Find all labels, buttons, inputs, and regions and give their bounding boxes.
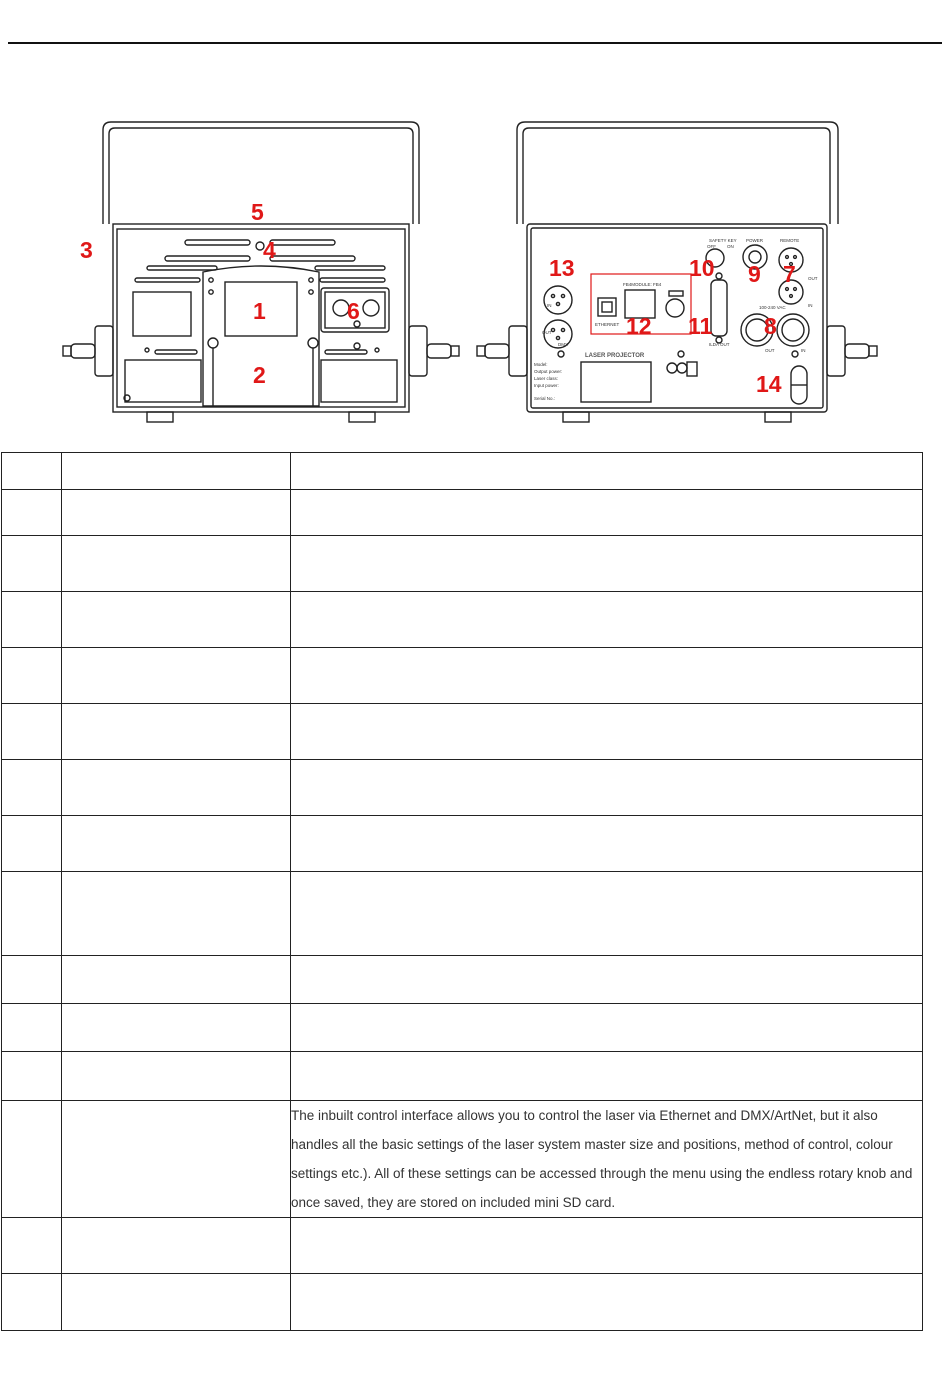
item-description bbox=[291, 490, 923, 536]
table-row bbox=[2, 1218, 923, 1274]
item-number bbox=[2, 872, 62, 956]
callout-13: 13 bbox=[549, 255, 575, 281]
item-description bbox=[291, 453, 923, 490]
front-view-diagram bbox=[55, 110, 475, 435]
label-mains-in: IN bbox=[801, 348, 806, 353]
item-name bbox=[62, 760, 291, 816]
label-dmx-in: IN bbox=[547, 303, 552, 308]
item-number bbox=[2, 1101, 62, 1218]
label-dmx: DMX bbox=[558, 342, 568, 347]
label-dmx-out: OUT bbox=[542, 330, 552, 335]
item-number bbox=[2, 760, 62, 816]
item-description bbox=[291, 1218, 923, 1274]
label-laser-class: Laser class: bbox=[534, 376, 559, 381]
item-number bbox=[2, 816, 62, 872]
item-description: The inbuilt control interface allows you to control the laser via Ethernet and DMX/ArtNet, but it also handles all the basic settings of the laser system master size and positions, method of control, colour settings etc.). All of these settings can be accessed through the menu using the endless rotary knob and once saved, they are stored on included mini SD card. bbox=[291, 1101, 923, 1218]
component-table bbox=[1, 452, 923, 1331]
table-row bbox=[2, 956, 923, 1004]
item-name bbox=[62, 1274, 291, 1331]
callout-5: 5 bbox=[251, 199, 264, 225]
item-number bbox=[2, 1004, 62, 1052]
table-row bbox=[2, 1004, 923, 1052]
table-row bbox=[2, 453, 923, 490]
item-name bbox=[62, 1101, 291, 1218]
callout-4: 4 bbox=[263, 237, 276, 263]
label-output-power: Output power: bbox=[534, 369, 563, 374]
callout-7: 7 bbox=[783, 261, 796, 287]
item-number bbox=[2, 956, 62, 1004]
label-remote-in: IN bbox=[808, 303, 813, 308]
item-name bbox=[62, 648, 291, 704]
item-name bbox=[62, 490, 291, 536]
callout-6: 6 bbox=[347, 298, 360, 324]
item-number bbox=[2, 453, 62, 490]
item-number bbox=[2, 490, 62, 536]
callout-12: 12 bbox=[626, 313, 652, 339]
callout-1: 1 bbox=[253, 298, 266, 324]
table-row bbox=[2, 704, 923, 760]
label-model: Model: bbox=[534, 362, 548, 367]
label-product: LASER PROJECTOR bbox=[585, 353, 645, 359]
item-description bbox=[291, 816, 923, 872]
callout-11: 11 bbox=[688, 313, 713, 339]
label-power: POWER bbox=[746, 238, 764, 243]
label-key-off: OFF bbox=[707, 244, 716, 249]
table-row bbox=[2, 1274, 923, 1331]
table-row bbox=[2, 1101, 923, 1218]
item-name bbox=[62, 453, 291, 490]
callout-9: 9 bbox=[748, 261, 761, 287]
item-description bbox=[291, 760, 923, 816]
label-remote-out: OUT bbox=[808, 276, 818, 281]
table-row bbox=[2, 536, 923, 592]
item-description bbox=[291, 1052, 923, 1101]
label-safety-key: SAFETY KEY bbox=[709, 238, 737, 243]
item-number bbox=[2, 536, 62, 592]
item-name bbox=[62, 1052, 291, 1101]
item-number bbox=[2, 592, 62, 648]
table-row bbox=[2, 490, 923, 536]
item-description bbox=[291, 648, 923, 704]
label-key-on: ON bbox=[727, 244, 734, 249]
label-input-power: Input power: bbox=[534, 383, 559, 388]
item-description bbox=[291, 704, 923, 760]
table-row bbox=[2, 1052, 923, 1101]
item-name bbox=[62, 592, 291, 648]
header-rule bbox=[8, 42, 942, 44]
label-ethernet: ETHERNET bbox=[595, 322, 620, 327]
item-name bbox=[62, 816, 291, 872]
item-number bbox=[2, 1274, 62, 1331]
table-row bbox=[2, 760, 923, 816]
item-name bbox=[62, 536, 291, 592]
label-mains: 100-240 VAC bbox=[759, 305, 786, 310]
callout-14: 14 bbox=[756, 371, 782, 397]
item-name bbox=[62, 1218, 291, 1274]
callout-10: 10 bbox=[689, 255, 715, 281]
table-row bbox=[2, 872, 923, 956]
item-description bbox=[291, 872, 923, 956]
label-mains-out: OUT bbox=[765, 348, 775, 353]
label-ilda-out: ILDA OUT bbox=[709, 342, 730, 347]
item-name bbox=[62, 956, 291, 1004]
callout-2: 2 bbox=[253, 362, 266, 388]
item-number bbox=[2, 1052, 62, 1101]
table-row bbox=[2, 648, 923, 704]
item-description bbox=[291, 592, 923, 648]
label-remote: REMOTE bbox=[780, 238, 800, 243]
callout-3: 3 bbox=[80, 237, 93, 263]
item-name bbox=[62, 704, 291, 760]
label-module: FB4MODULE: FB4 bbox=[623, 282, 662, 287]
item-description bbox=[291, 536, 923, 592]
item-name bbox=[62, 872, 291, 956]
item-description bbox=[291, 1004, 923, 1052]
callout-8: 8 bbox=[764, 313, 777, 339]
table-row bbox=[2, 816, 923, 872]
label-serial: Serial No.: bbox=[534, 396, 556, 401]
item-number bbox=[2, 704, 62, 760]
item-name bbox=[62, 1004, 291, 1052]
item-description bbox=[291, 1274, 923, 1331]
item-number bbox=[2, 648, 62, 704]
item-description bbox=[291, 956, 923, 1004]
rear-view-diagram bbox=[475, 110, 895, 435]
item-number bbox=[2, 1218, 62, 1274]
table-row bbox=[2, 592, 923, 648]
